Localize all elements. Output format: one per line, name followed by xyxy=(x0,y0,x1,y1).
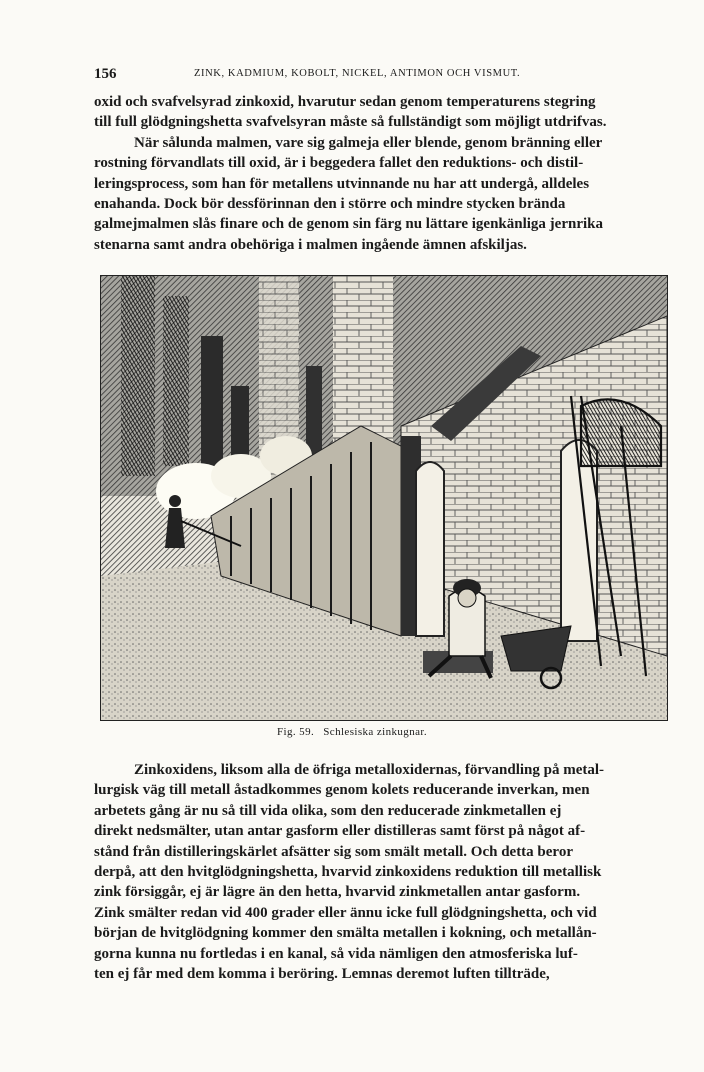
page-number: 156 xyxy=(94,66,117,82)
text-line: stenarna samt andra obehöriga i malmen ingående ämnen afskiljas. xyxy=(94,236,527,253)
text-line: Zink smälter redan vid 400 grader eller ännu icke full glödgningshetta, och vid xyxy=(94,904,597,921)
text-line: ten ej får med dem komma i beröring. Lemnas deremot luften tillträde, xyxy=(94,966,550,983)
text-line: början de hvitglödgning kommer den smälta metallen i kokning, och metallån- xyxy=(94,925,597,942)
text-line: När sålunda malmen, vare sig galmeja eller blende, genom bränning eller xyxy=(134,134,603,151)
text-line: enahanda. Dock bör dessförinnan den i större och mindre stycken brända xyxy=(94,196,566,213)
text-line: lurgisk väg till metall åstadkommes genom kolets reducerande inverkan, men xyxy=(94,782,590,799)
figure-label: Fig. 59. xyxy=(277,726,315,738)
running-head-title: ZINK, KADMIUM, KOBOLT, NICKEL, ANTIMON OCH VISMUT. xyxy=(194,68,521,79)
figure-caption xyxy=(0,726,704,738)
text-line: gorna kunna nu fortledas i en kanal, så vida nämligen den atmosferiska luf- xyxy=(94,945,578,962)
text-line: direkt nedsmälter, utan antar gasform eller distilleras samt först på något af- xyxy=(94,823,586,840)
engraving-silesian-zinc-furnaces xyxy=(100,275,668,721)
text-line: till full glödgningshetta svafvelsyran måste så fullständigt som möjligt utdrifvas. xyxy=(94,114,607,131)
paragraph-2 xyxy=(94,760,672,984)
text-line: galmejmalmen slås finare och de genom sin färg nu lättare igenkänliga jernrika xyxy=(94,216,604,233)
text-line: oxid och svafvelsyrad zinkoxid, hvarutur sedan genom temperaturens stegring xyxy=(94,94,596,110)
figure-caption-text: Schlesiska zinkugnar. xyxy=(323,726,427,738)
text-line: derpå, att den hvitglödgningshetta, hvarvid zinkoxidens reduktion till metallisk xyxy=(94,864,602,881)
text-line: stånd från distilleringskärlet afsätter sig som smält metall. Och detta beror xyxy=(94,843,573,860)
paragraph-1 xyxy=(94,92,672,255)
running-head xyxy=(94,66,672,84)
text-line: leringsprocess, som han för metallens utvinnande nu har att undergå, alldeles xyxy=(94,175,590,192)
text-line: rostning förvandlats till oxid, är i beggedera fallet den reduktions- och distil- xyxy=(94,155,584,172)
text-line: Zinkoxidens, liksom alla de öfriga metalloxidernas, förvandling på metal- xyxy=(134,762,605,778)
text-line: zink försiggår, ej är lägre än den hetta, hvarvid zinkmetallen antar gasform. xyxy=(94,884,581,901)
text-line: arbetets gång är nu så till vida olika, som den reducerade zinkmetallen ej xyxy=(94,802,562,819)
